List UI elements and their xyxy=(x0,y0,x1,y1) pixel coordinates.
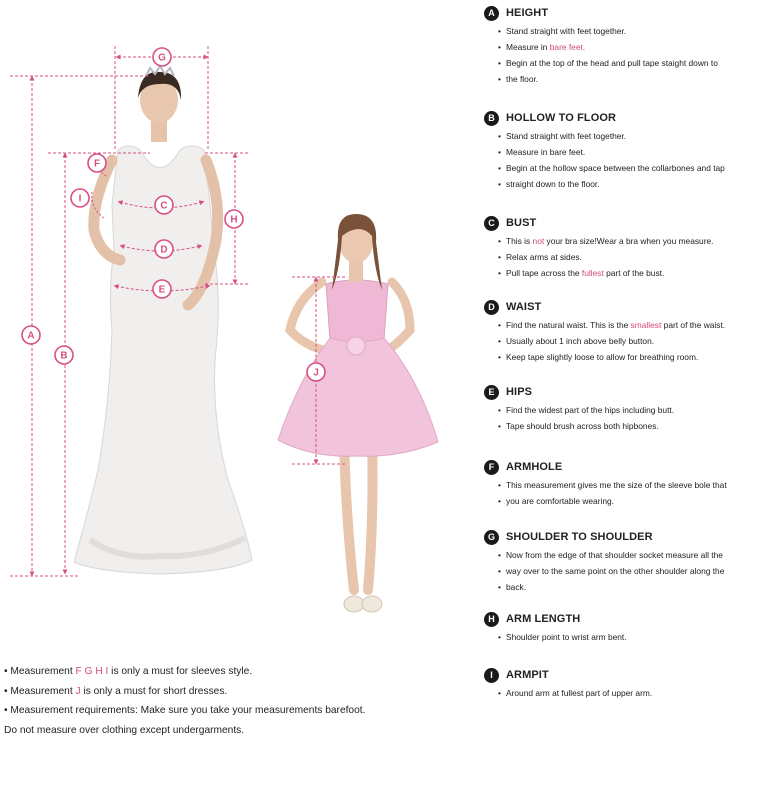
marker-h-label: H xyxy=(230,214,238,226)
note-line xyxy=(4,662,464,682)
instruction-item xyxy=(506,477,774,493)
text-run: part of the waist. xyxy=(661,320,726,330)
section-header xyxy=(484,459,774,475)
highlight-text: not xyxy=(532,236,545,246)
marker-j xyxy=(307,363,325,381)
instruction-item xyxy=(506,39,774,55)
section-header xyxy=(484,529,774,545)
text-run: Find the widest part of the hips including butt. xyxy=(506,405,675,415)
instruction-item xyxy=(506,547,774,563)
marker-j-label: J xyxy=(313,367,319,379)
text-run: Begin at the hollow space between the collarbones and tap xyxy=(506,163,725,173)
letter-badge: A xyxy=(484,6,499,21)
note-line xyxy=(4,682,464,702)
section-height xyxy=(484,5,774,87)
note-line xyxy=(4,701,464,721)
section-header xyxy=(484,110,774,126)
text-run: Do not measure over clothing except undergarments. xyxy=(4,724,245,736)
instruction-item xyxy=(506,55,774,71)
text-run: Keep tape slightly loose to allow for breathing room. xyxy=(506,352,699,362)
section-title: BUST xyxy=(506,217,537,229)
marker-b-label: B xyxy=(60,350,68,362)
note-line xyxy=(4,721,464,741)
section-header xyxy=(484,384,774,400)
letter-badge: C xyxy=(484,216,499,231)
section-header xyxy=(484,299,774,315)
marker-a-label: A xyxy=(27,330,35,342)
letter-badge: I xyxy=(484,668,499,683)
instruction-item xyxy=(506,563,774,579)
marker-c xyxy=(155,196,173,214)
letter-badge: F xyxy=(484,460,499,475)
text-run: Relax arms at sides. xyxy=(506,252,582,262)
instruction-item xyxy=(506,249,774,265)
instruction-list xyxy=(484,233,774,281)
section-header xyxy=(484,215,774,231)
text-run: you are comfortable wearing. xyxy=(506,496,614,506)
marker-f-label: F xyxy=(93,158,101,170)
instruction-item xyxy=(506,233,774,249)
instruction-item xyxy=(506,333,774,349)
text-run: part of the bust. xyxy=(603,268,665,278)
letter-badge: G xyxy=(484,530,499,545)
marker-d xyxy=(155,240,173,258)
letter-badge: H xyxy=(484,612,499,627)
instruction-item xyxy=(506,176,774,192)
text-run: Stand straight with feet together. xyxy=(506,131,627,141)
instruction-item xyxy=(506,418,774,434)
instruction-item xyxy=(506,685,774,701)
highlight-text: bare feet. xyxy=(549,42,586,52)
section-header xyxy=(484,5,774,21)
instruction-list xyxy=(484,317,774,365)
instruction-item xyxy=(506,144,774,160)
section-hollow-to-floor xyxy=(484,110,774,192)
section-header xyxy=(484,667,774,683)
instruction-item xyxy=(506,579,774,595)
instruction-list xyxy=(484,23,774,87)
section-header xyxy=(484,611,774,627)
text-run: • Measurement requirements: Make sure you take your measurements barefoot. xyxy=(4,705,366,716)
section-waist xyxy=(484,299,774,365)
instruction-item xyxy=(506,317,774,333)
text-run: • Measurement xyxy=(4,666,76,677)
instruction-list xyxy=(484,685,774,701)
section-title: HEIGHT xyxy=(506,7,549,19)
text-run: • Measurement xyxy=(4,685,76,697)
highlight-text: fullest xyxy=(581,268,604,278)
bride-figure xyxy=(74,66,252,574)
instruction-item xyxy=(506,71,774,87)
marker-h xyxy=(225,210,243,228)
marker-e xyxy=(153,280,171,298)
marker-b xyxy=(55,346,73,364)
instruction-item xyxy=(506,349,774,365)
marker-a xyxy=(22,326,40,344)
instruction-item xyxy=(506,493,774,509)
section-title: HOLLOW TO FLOOR xyxy=(506,112,617,124)
text-run: This measurement gives me the size of the sleeve bole that xyxy=(506,480,727,490)
measurement-figure xyxy=(0,0,470,650)
marker-g-label: G xyxy=(158,52,166,64)
instruction-item xyxy=(506,160,774,176)
section-shoulder-to-shoulder xyxy=(484,529,774,595)
text-run: back. xyxy=(506,582,527,592)
highlight-text: F G H I xyxy=(75,666,109,677)
text-run: Measure in xyxy=(506,42,550,52)
marker-i-label: I xyxy=(78,193,82,205)
text-run: your bra size!Wear a bra when you measure. xyxy=(544,236,714,246)
section-title: WAIST xyxy=(506,301,542,313)
text-run: way over to the same point on the other shoulder along the xyxy=(506,566,725,576)
measurement-notes xyxy=(4,662,464,740)
text-run: Measure in bare feet. xyxy=(506,147,586,157)
marker-g xyxy=(153,48,171,66)
marker-c-label: C xyxy=(160,200,168,212)
section-title: HIPS xyxy=(506,386,533,398)
section-title: ARM LENGTH xyxy=(506,613,581,625)
instruction-item xyxy=(506,128,774,144)
instruction-list xyxy=(484,629,774,645)
text-run: is only a must for sleeves style. xyxy=(108,666,253,677)
letter-badge: B xyxy=(484,111,499,126)
text-run: Begin at the top of the head and pull tape staight down to xyxy=(506,58,718,68)
section-title: ARMHOLE xyxy=(506,461,563,473)
text-run: Stand straight with feet together. xyxy=(506,26,627,36)
text-run: Shoulder point to wrist arm bent. xyxy=(506,632,627,642)
instruction-item xyxy=(506,265,774,281)
instruction-list xyxy=(484,477,774,509)
text-run: the floor. xyxy=(506,74,539,84)
marker-d-label: D xyxy=(160,244,168,256)
instruction-item xyxy=(506,23,774,39)
text-run: Pull tape across the xyxy=(506,268,582,278)
highlight-text: smallest xyxy=(630,320,662,330)
text-run: Find the natural waist. This is the xyxy=(506,320,631,330)
text-run: straight down to the floor. xyxy=(506,179,600,189)
section-hips xyxy=(484,384,774,434)
letter-badge: D xyxy=(484,300,499,315)
marker-i xyxy=(71,189,89,207)
section-bust xyxy=(484,215,774,281)
text-run: Usually about 1 inch above belly button. xyxy=(506,336,655,346)
instruction-item xyxy=(506,629,774,645)
marker-f xyxy=(88,154,106,172)
text-run: This is xyxy=(506,236,533,246)
instruction-list xyxy=(484,402,774,434)
text-run: Tape should brush across both hipbones. xyxy=(506,421,659,431)
section-armpit xyxy=(484,667,774,701)
instruction-list xyxy=(484,547,774,595)
section-title: ARMPIT xyxy=(506,669,549,681)
text-run: Now from the edge of that shoulder socket measure all the xyxy=(506,550,723,560)
text-run: Around arm at fullest part of upper arm. xyxy=(506,688,653,698)
section-armhole xyxy=(484,459,774,509)
letter-badge: E xyxy=(484,385,499,400)
instruction-list xyxy=(484,128,774,192)
marker-e-label: E xyxy=(158,284,166,296)
highlight-text: J xyxy=(75,685,81,697)
section-arm-length xyxy=(484,611,774,645)
instruction-item xyxy=(506,402,774,418)
text-run: is only a must for short dresses. xyxy=(80,685,228,697)
section-title: SHOULDER TO SHOULDER xyxy=(506,531,653,543)
girl-figure xyxy=(278,214,438,612)
